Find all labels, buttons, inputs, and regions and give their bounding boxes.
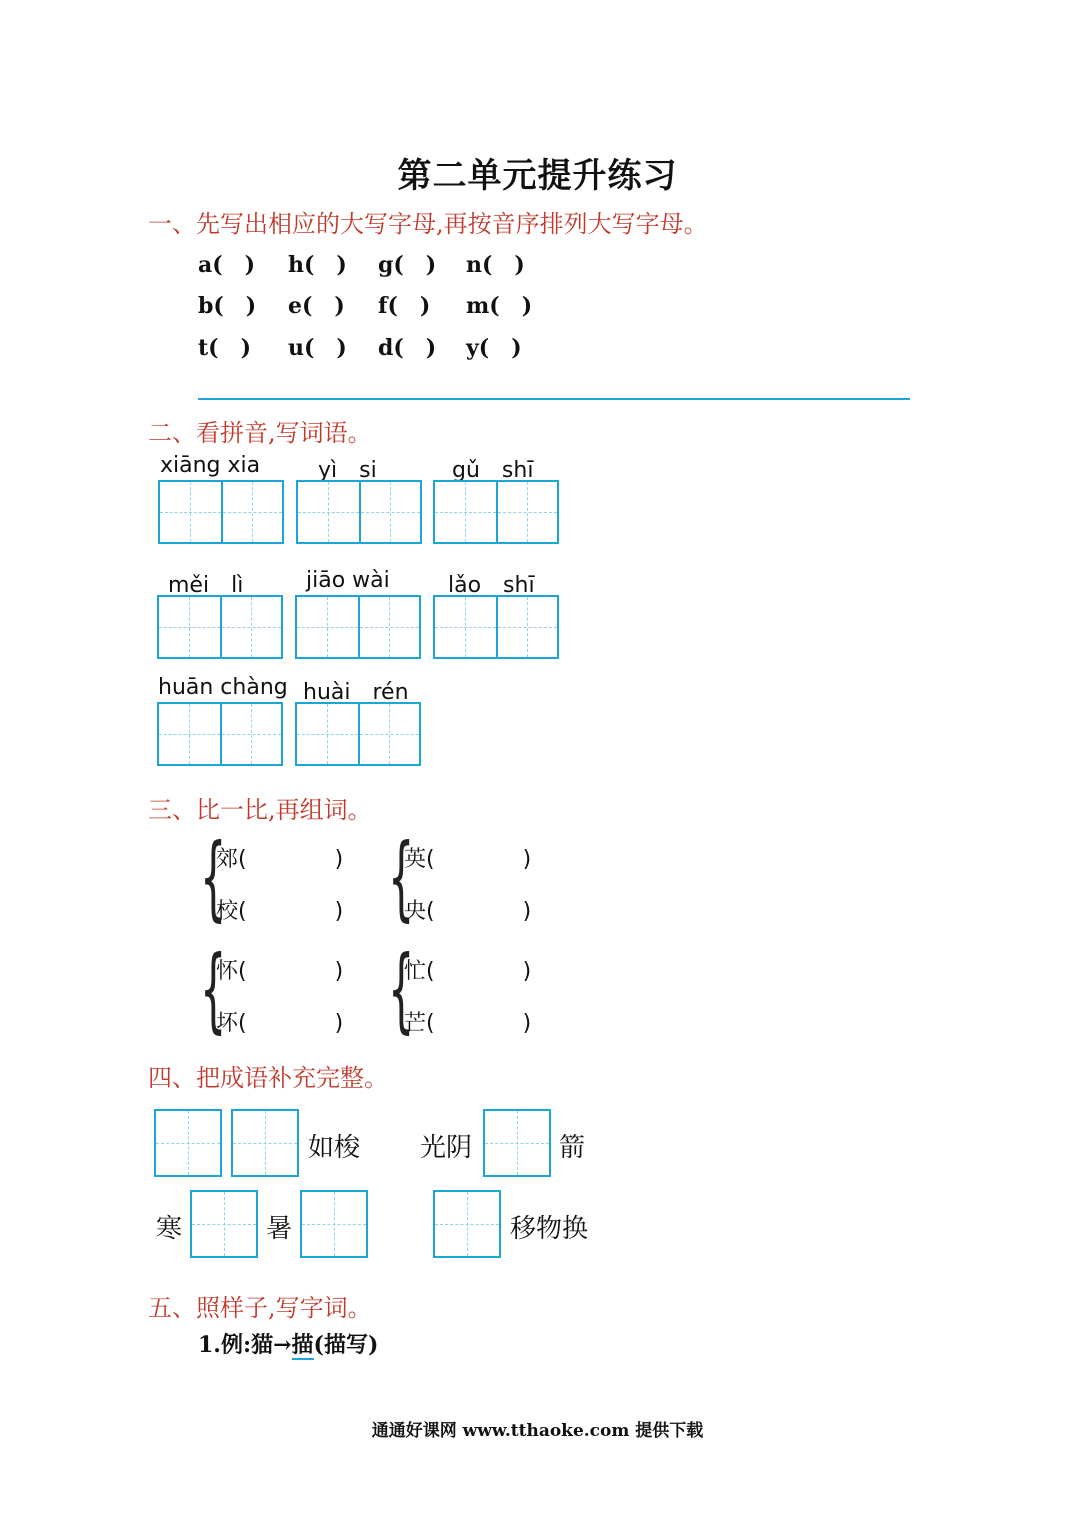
pinyin-label: měi lì — [168, 573, 244, 598]
section-4-heading: 四、把成语补充完整。 — [148, 1064, 388, 1092]
pinyin-label: yì si — [318, 458, 377, 483]
section-1-heading: 一、先写出相应的大写字母,再按音序排列大写字母。 — [148, 210, 708, 238]
char-grid[interactable] — [295, 595, 421, 659]
compare-item: 校( ) — [216, 899, 344, 924]
letters-row-1 — [198, 248, 556, 279]
idiom-text: 移物换 — [510, 1214, 589, 1244]
char-grid[interactable] — [483, 1109, 551, 1177]
compare-item: 央( ) — [404, 899, 532, 924]
compare-item: 忙( ) — [404, 959, 532, 984]
section-2-heading: 二、看拼音,写词语。 — [148, 419, 372, 447]
idiom-text: 如梭 — [308, 1133, 361, 1163]
letter-item: d( ) — [378, 335, 437, 361]
char-grid[interactable] — [433, 595, 559, 659]
section-3-heading: 三、比一比,再组词。 — [148, 796, 372, 824]
footer-credit: 通通好课网 www.tthaoke.com 提供下载 — [371, 1421, 704, 1441]
char-grid[interactable] — [231, 1109, 299, 1177]
pinyin-label: huài rén — [303, 680, 409, 705]
char-grid[interactable] — [433, 480, 559, 544]
brace-icon: { — [388, 824, 415, 931]
letters-row-3 — [198, 331, 556, 362]
char-grid[interactable] — [190, 1190, 258, 1258]
letter-item: f( ) — [378, 293, 431, 319]
char-grid[interactable] — [157, 595, 283, 659]
letter-item: n( ) — [466, 252, 525, 278]
pinyin-label: gǔ shī — [452, 458, 534, 483]
char-grid[interactable] — [158, 480, 284, 544]
char-grid[interactable] — [296, 480, 422, 544]
compare-item: 英( ) — [404, 847, 532, 872]
page-title: 第二单元提升练习 — [397, 156, 678, 196]
letter-item: g( ) — [378, 252, 437, 278]
brace-icon: { — [388, 936, 415, 1043]
brace-icon: { — [200, 936, 227, 1043]
example-target: 描 — [291, 1332, 314, 1358]
compare-item: 怀( ) — [216, 959, 344, 984]
letter-item: u( ) — [288, 335, 347, 361]
compare-item: 芒( ) — [404, 1011, 532, 1036]
letter-item: a( ) — [198, 252, 256, 278]
example-prefix: 1.例:猫→ — [198, 1332, 292, 1358]
idiom-text: 寒 — [156, 1214, 183, 1244]
char-grid[interactable] — [295, 702, 421, 766]
letter-item: t( ) — [198, 335, 251, 361]
pinyin-label: jiāo wài — [306, 568, 390, 593]
letter-item: m( ) — [466, 293, 533, 319]
char-grid[interactable] — [154, 1109, 222, 1177]
idiom-text: 光阴 — [420, 1133, 473, 1163]
char-grid[interactable] — [433, 1190, 501, 1258]
idiom-text: 暑 — [266, 1214, 293, 1244]
compare-item: 坏( ) — [216, 1011, 344, 1036]
answer-line[interactable] — [198, 398, 910, 400]
letter-item: y( ) — [466, 335, 522, 361]
letters-row-2 — [198, 289, 556, 320]
letter-item: e( ) — [288, 293, 345, 319]
letter-item: b( ) — [198, 293, 257, 319]
section-5-heading: 五、照样子,写字词。 — [148, 1294, 372, 1322]
compare-item: 郊( ) — [216, 847, 344, 872]
pinyin-label: xiāng xia — [160, 453, 261, 478]
pinyin-label: lǎo shī — [448, 573, 535, 598]
idiom-text: 箭 — [559, 1133, 586, 1163]
letter-item: h( ) — [288, 252, 347, 278]
char-grid[interactable] — [300, 1190, 368, 1258]
brace-icon: { — [200, 824, 227, 931]
char-grid[interactable] — [157, 702, 283, 766]
example-suffix: (描写) — [313, 1332, 379, 1358]
example-line — [198, 1328, 378, 1359]
pinyin-label: huān chàng — [158, 675, 288, 700]
